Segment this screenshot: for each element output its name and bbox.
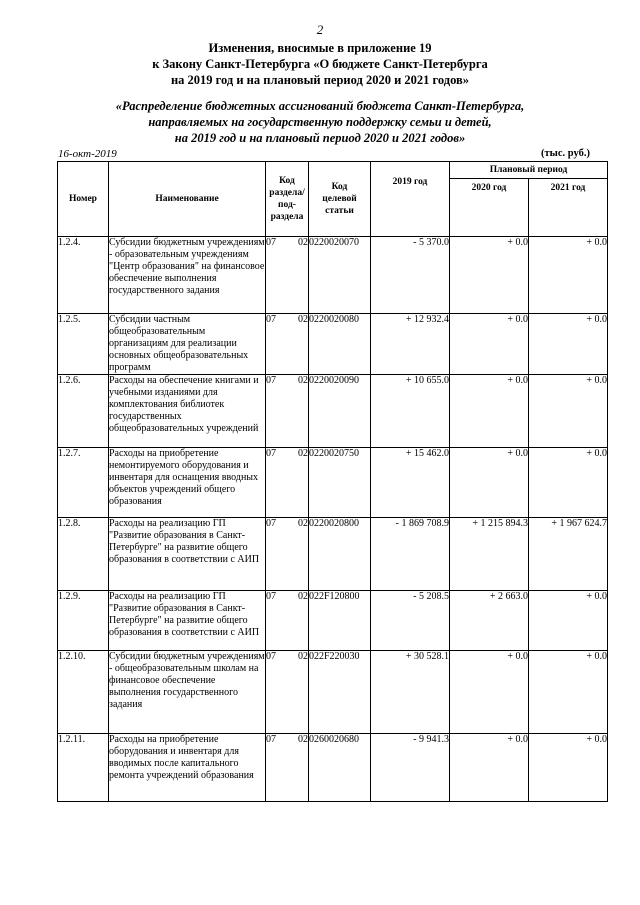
row-section — [266, 591, 309, 651]
row-section-code: 07 — [266, 448, 276, 459]
heading-line: на 2019 год и на плановый период 2020 и 2021 годов» — [170, 73, 470, 87]
row-name: Расходы на приобретение оборудования и инвентаря для вводимых после капитального ремонта учреждений образования — [109, 734, 266, 802]
row-target-code: 022F120800 — [309, 591, 371, 651]
row-section-code: 07 — [266, 237, 276, 248]
table-row — [58, 651, 608, 734]
header-code-line: целевой — [322, 194, 357, 204]
row-section — [266, 237, 309, 314]
row-target-code: 0220020080 — [309, 314, 371, 375]
row-section — [266, 651, 309, 734]
row-subsection-code: 02 — [298, 237, 308, 248]
row-section-code: 07 — [266, 591, 276, 602]
row-amount-2021: + 0.0 — [529, 375, 608, 448]
header-section-line: раздела/ — [269, 188, 305, 198]
row-amount-2021: + 1 967 624.7 — [529, 518, 608, 591]
row-amount-2020: + 0.0 — [450, 448, 529, 518]
row-section-code: 07 — [266, 314, 276, 325]
row-amount-2021: + 0.0 — [529, 314, 608, 375]
budget-table — [57, 161, 608, 802]
row-subsection-code: 02 — [298, 314, 308, 325]
row-number: 1.2.9. — [58, 591, 109, 651]
row-amount-2020: + 1 215 894.3 — [450, 518, 529, 591]
row-amount-2021: + 0.0 — [529, 591, 608, 651]
page-number: 2 — [316, 22, 324, 37]
row-section-code: 07 — [266, 375, 276, 386]
row-target-code: 022F220030 — [309, 651, 371, 734]
document-heading — [0, 40, 640, 88]
subheading-line: «Распределение бюджетных ассигнований бюджета Санкт-Петербурга, — [115, 99, 525, 113]
row-number: 1.2.7. — [58, 448, 109, 518]
row-amount-2019: + 15 462.0 — [371, 448, 450, 518]
row-section — [266, 375, 309, 448]
header-2020: 2020 год — [450, 179, 529, 237]
row-subsection-code: 02 — [298, 734, 308, 745]
document-date: 16-окт-2019 — [58, 148, 117, 160]
row-name: Субсидии бюджетным учреждениям - общеобразовательным школам на финансовое обеспечение выполнения государственного задания — [109, 651, 266, 734]
header-section-line: Код — [279, 176, 295, 186]
row-amount-2019: + 12 932.4 — [371, 314, 450, 375]
row-section-code: 07 — [266, 734, 276, 745]
row-amount-2019: - 1 869 708.9 — [371, 518, 450, 591]
row-amount-2021: + 0.0 — [529, 734, 608, 802]
row-amount-2019: + 10 655.0 — [371, 375, 450, 448]
row-name: Расходы на приобретение немонтируемого оборудования и инвентаря для оснащения вводных объектов учреждений общего образования — [109, 448, 266, 518]
row-name: Субсидии частным общеобразовательным организациям для реализации основных общеобразовательных программ — [109, 314, 266, 375]
units-label: (тыс. руб.) — [541, 148, 590, 159]
row-amount-2019: + 30 528.1 — [371, 651, 450, 734]
row-target-code: 0220020750 — [309, 448, 371, 518]
row-amount-2019: - 9 941.3 — [371, 734, 450, 802]
row-section-code: 07 — [266, 651, 276, 662]
header-planned-period: Плановый период — [450, 162, 608, 179]
row-target-code: 0220020090 — [309, 375, 371, 448]
row-subsection-code: 02 — [298, 375, 308, 386]
row-name: Субсидии бюджетным учреждениям - образовательным учреждениям "Центр образования" на финансовое обеспечение выполнения государственного задания — [109, 237, 266, 314]
row-subsection-code: 02 — [298, 651, 308, 662]
table-row — [58, 518, 608, 591]
table-row — [58, 591, 608, 651]
header-section-code — [266, 162, 309, 237]
row-amount-2020: + 0.0 — [450, 734, 529, 802]
row-subsection-code: 02 — [298, 591, 308, 602]
header-target-code — [309, 162, 371, 237]
row-section — [266, 314, 309, 375]
row-amount-2020: + 0.0 — [450, 237, 529, 314]
table-row — [58, 734, 608, 802]
row-amount-2020: + 0.0 — [450, 375, 529, 448]
row-amount-2021: + 0.0 — [529, 237, 608, 314]
row-number: 1.2.5. — [58, 314, 109, 375]
heading-line: Изменения, вносимые в приложение 19 — [208, 41, 432, 55]
row-name: Расходы на реализацию ГП "Развитие образования в Санкт-Петербурге" на развитие общего образования в соответствии с АИП — [109, 518, 266, 591]
row-amount-2020: + 2 663.0 — [450, 591, 529, 651]
row-amount-2019: - 5 370.0 — [371, 237, 450, 314]
row-amount-2020: + 0.0 — [450, 314, 529, 375]
row-target-code: 0220020070 — [309, 237, 371, 314]
table-row — [58, 448, 608, 518]
row-number: 1.2.4. — [58, 237, 109, 314]
header-number: Номер — [58, 162, 109, 237]
row-number: 1.2.8. — [58, 518, 109, 591]
header-code-line: Код — [331, 182, 348, 192]
row-name: Расходы на обеспечение книгами и учебными изданиями для комплектования библиотек государственных общеобразовательных учреждений — [109, 375, 266, 448]
row-number: 1.2.11. — [58, 734, 109, 802]
row-section — [266, 448, 309, 518]
row-target-code: 0220020800 — [309, 518, 371, 591]
row-amount-2020: + 0.0 — [450, 651, 529, 734]
row-section — [266, 518, 309, 591]
row-section — [266, 734, 309, 802]
document-subheading — [0, 98, 640, 146]
table-body — [58, 237, 608, 802]
table-row — [58, 314, 608, 375]
row-subsection-code: 02 — [298, 448, 308, 459]
header-2019: 2019 год — [371, 162, 450, 237]
header-2021: 2021 год — [529, 179, 608, 237]
header-name: Наименование — [109, 162, 266, 237]
row-number: 1.2.10. — [58, 651, 109, 734]
row-amount-2021: + 0.0 — [529, 448, 608, 518]
row-amount-2019: - 5 208.5 — [371, 591, 450, 651]
header-code-line: статьи — [325, 206, 354, 216]
subheading-line: направляемых на государственную поддержку семьи и детей, — [148, 115, 492, 129]
row-number: 1.2.6. — [58, 375, 109, 448]
header-section-line: под- — [278, 200, 296, 210]
row-section-code: 07 — [266, 518, 276, 529]
row-name: Расходы на реализацию ГП "Развитие образования в Санкт-Петербурге" на развитие общего образования в соответствии с АИП — [109, 591, 266, 651]
row-target-code: 0260020680 — [309, 734, 371, 802]
row-subsection-code: 02 — [298, 518, 308, 529]
table-row — [58, 375, 608, 448]
header-section-line: раздела — [270, 212, 304, 222]
heading-line: к Закону Санкт-Петербурга «О бюджете Санкт-Петербурга — [152, 57, 488, 71]
table-row — [58, 237, 608, 314]
subheading-line: на 2019 год и на плановый период 2020 и 2021 годов» — [174, 131, 466, 145]
row-amount-2021: + 0.0 — [529, 651, 608, 734]
